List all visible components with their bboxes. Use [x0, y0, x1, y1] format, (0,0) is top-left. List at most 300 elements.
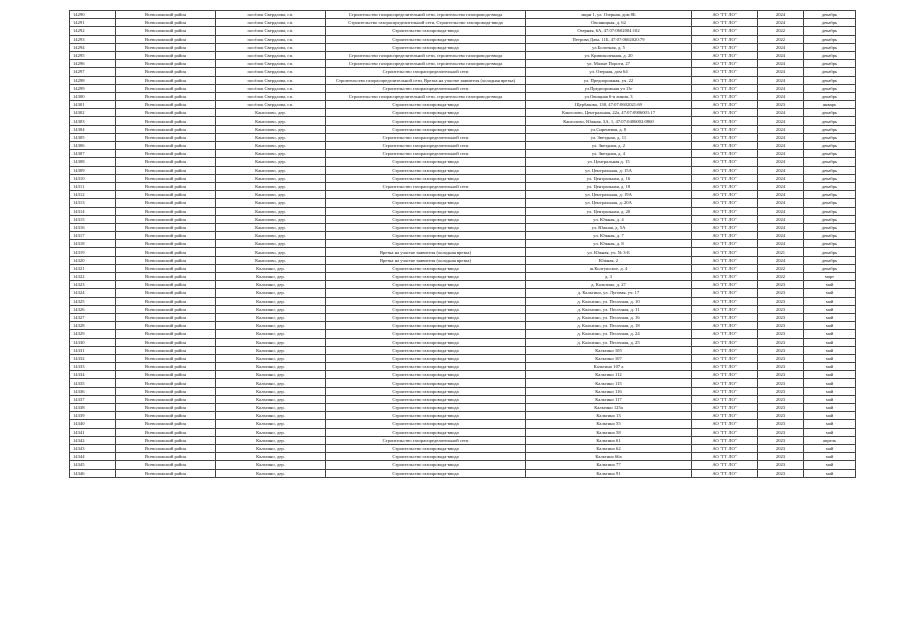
table-row: [70, 142, 856, 150]
month-cell: май: [804, 297, 856, 305]
organization-cell: АО "ГТ ЛО": [692, 313, 758, 321]
year-cell: 2023: [758, 461, 804, 469]
settlement-cell: Кальтино, дер.: [216, 354, 326, 362]
organization-cell: АО "ГТ ЛО": [692, 346, 758, 354]
district-cell: Всеволожский район: [116, 428, 216, 436]
record-number-cell: 14336: [70, 387, 116, 395]
organization-cell: АО "ГТ ЛО": [692, 281, 758, 289]
organization-cell: АО "ГТ ЛО": [692, 125, 758, 133]
year-cell: 2024: [758, 174, 804, 182]
settlement-cell: Кальтино, дер.: [216, 264, 326, 272]
district-cell: Всеволожский район: [116, 346, 216, 354]
year-cell: 2022: [758, 27, 804, 35]
table-row: [70, 68, 856, 76]
table-row: [70, 158, 856, 166]
address-cell: ул.Овощная 6-я линия, 3: [526, 92, 692, 100]
table-row: [70, 387, 856, 395]
organization-cell: АО "ГТ ЛО": [692, 338, 758, 346]
organization-cell: АО "ГТ ЛО": [692, 43, 758, 51]
work-type-cell: Строительство газопровода-ввода: [326, 412, 526, 420]
work-type-cell: Строительство газопровода-ввода: [326, 232, 526, 240]
year-cell: 2023: [758, 338, 804, 346]
address-cell: Кальтино 107: [526, 354, 692, 362]
record-number-cell: 14301: [70, 101, 116, 109]
table-row: [70, 453, 856, 461]
table-row: [70, 420, 856, 428]
organization-cell: АО "ГТ ЛО": [692, 453, 758, 461]
work-type-cell: Строительство газопровода-ввода: [326, 305, 526, 313]
settlement-cell: Кальтино, дер.: [216, 289, 326, 297]
record-number-cell: 14304: [70, 125, 116, 133]
year-cell: 2023: [758, 395, 804, 403]
district-cell: Всеволожский район: [116, 330, 216, 338]
record-number-cell: 14298: [70, 76, 116, 84]
year-cell: 2023: [758, 297, 804, 305]
month-cell: май: [804, 289, 856, 297]
organization-cell: АО "ГТ ЛО": [692, 428, 758, 436]
address-cell: Кальтино 62: [526, 444, 692, 452]
record-number-cell: 14337: [70, 395, 116, 403]
work-type-cell: Строительство газопровода-ввода: [326, 297, 526, 305]
district-cell: Всеволожский район: [116, 395, 216, 403]
month-cell: декабрь: [804, 166, 856, 174]
record-number-cell: 14317: [70, 232, 116, 240]
district-cell: Всеволожский район: [116, 158, 216, 166]
settlement-cell: Канголово, дер.: [216, 199, 326, 207]
organization-cell: АО "ГТ ЛО": [692, 158, 758, 166]
work-type-cell: Строительство газораспределительной сети, строительство газопровода-ввода: [326, 51, 526, 59]
work-type-cell: Строительство газопровода-ввода: [326, 453, 526, 461]
address-cell: Кальтино 117: [526, 395, 692, 403]
work-type-cell: Строительство газопровода-ввода: [326, 289, 526, 297]
work-type-cell: Строительство газопровода-ввода: [326, 330, 526, 338]
month-cell: май: [804, 346, 856, 354]
record-number-cell: 14342: [70, 436, 116, 444]
address-cell: д. Кальтино, ул. Песочная, д. 18: [526, 322, 692, 330]
organization-cell: АО "ГТ ЛО": [692, 240, 758, 248]
district-cell: Всеволожский район: [116, 133, 216, 141]
record-number-cell: 14306: [70, 142, 116, 150]
district-cell: Всеволожский район: [116, 240, 216, 248]
month-cell: май: [804, 371, 856, 379]
record-number-cell: 14331: [70, 346, 116, 354]
district-cell: Всеволожский район: [116, 199, 216, 207]
settlement-cell: Канголово, дер.: [216, 240, 326, 248]
record-number-cell: 14340: [70, 420, 116, 428]
year-cell: 2023: [758, 444, 804, 452]
table-row: [70, 256, 856, 264]
month-cell: декабрь: [804, 223, 856, 231]
address-cell: ул. Центральная, д. 18: [526, 182, 692, 190]
table-row: [70, 92, 856, 100]
organization-cell: АО "ГТ ЛО": [692, 11, 758, 19]
settlement-cell: Канголово, дер.: [216, 133, 326, 141]
district-cell: Всеволожский район: [116, 60, 216, 68]
work-type-cell: Строительство газораспределительной сети: [326, 84, 526, 92]
organization-cell: АО "ГТ ЛО": [692, 182, 758, 190]
year-cell: 2024: [758, 11, 804, 19]
table-row: [70, 363, 856, 371]
year-cell: 2024: [758, 51, 804, 59]
settlement-cell: Кальтино, дер.: [216, 330, 326, 338]
table-row: [70, 19, 856, 27]
work-type-cell: Строительство газораспределительной сети: [326, 182, 526, 190]
work-type-cell: Строительство газопровода-ввода: [326, 174, 526, 182]
month-cell: декабрь: [804, 60, 856, 68]
table-row: [70, 412, 856, 420]
district-cell: Всеволожский район: [116, 273, 216, 281]
year-cell: 2024: [758, 125, 804, 133]
month-cell: декабрь: [804, 133, 856, 141]
year-cell: 2023: [758, 428, 804, 436]
district-cell: Всеволожский район: [116, 461, 216, 469]
address-cell: ул. Предпорожная, уч. 22: [526, 76, 692, 84]
address-cell: ул. Центральная, д. 19А: [526, 191, 692, 199]
table-row: [70, 27, 856, 35]
organization-cell: АО "ГТ ЛО": [692, 27, 758, 35]
district-cell: Всеволожский район: [116, 264, 216, 272]
district-cell: Всеволожский район: [116, 51, 216, 59]
settlement-cell: Канголово, дер.: [216, 150, 326, 158]
organization-cell: АО "ГТ ЛО": [692, 142, 758, 150]
table-row: [70, 273, 856, 281]
year-cell: 2024: [758, 142, 804, 150]
work-type-cell: Строительство газопровода-ввода: [326, 35, 526, 43]
address-cell: Овсяницкая, д. 62: [526, 19, 692, 27]
address-cell: ул. Центральная, д. 15А: [526, 166, 692, 174]
work-type-cell: Строительство газопровода-ввода: [326, 158, 526, 166]
settlement-cell: Канголово, дер.: [216, 232, 326, 240]
year-cell: 2024: [758, 133, 804, 141]
settlement-cell: Канголово, дер.: [216, 109, 326, 117]
address-cell: ул. Озерная, дом 64: [526, 68, 692, 76]
year-cell: 2024: [758, 43, 804, 51]
settlement-cell: Кальтино, дер.: [216, 420, 326, 428]
year-cell: 2024: [758, 223, 804, 231]
address-cell: Озерная, 6А, 47:07:0602004:102: [526, 27, 692, 35]
settlement-cell: Кальтино, дер.: [216, 281, 326, 289]
district-cell: Всеволожский район: [116, 84, 216, 92]
month-cell: май: [804, 420, 856, 428]
address-cell: Петрова Дача, 11Б, 47:07:0602020:79: [526, 35, 692, 43]
table-row: [70, 289, 856, 297]
month-cell: май: [804, 387, 856, 395]
month-cell: апрель: [804, 436, 856, 444]
address-cell: ул. Южная, д. 8: [526, 240, 692, 248]
table-row: [70, 404, 856, 412]
organization-cell: АО "ГТ ЛО": [692, 297, 758, 305]
address-cell: Южная, 2: [526, 256, 692, 264]
month-cell: май: [804, 379, 856, 387]
work-type-cell: Строительство газопровода-ввода: [326, 223, 526, 231]
organization-cell: АО "ГТ ЛО": [692, 436, 758, 444]
table-row: [70, 232, 856, 240]
record-number-cell: 14329: [70, 330, 116, 338]
work-type-cell: Строительство газопровода-ввода: [326, 461, 526, 469]
organization-cell: АО "ГТ ЛО": [692, 322, 758, 330]
district-cell: Всеволожский район: [116, 27, 216, 35]
table-row: [70, 174, 856, 182]
year-cell: 2024: [758, 84, 804, 92]
month-cell: декабрь: [804, 51, 856, 59]
district-cell: Всеволожский район: [116, 322, 216, 330]
organization-cell: АО "ГТ ЛО": [692, 207, 758, 215]
record-number-cell: 14334: [70, 371, 116, 379]
district-cell: Всеволожский район: [116, 289, 216, 297]
data-table: [69, 10, 856, 478]
district-cell: Всеволожский район: [116, 19, 216, 27]
district-cell: Всеволожский район: [116, 43, 216, 51]
month-cell: декабрь: [804, 150, 856, 158]
work-type-cell: Строительство газопровода-ввода: [326, 199, 526, 207]
month-cell: декабрь: [804, 182, 856, 190]
organization-cell: АО "ГТ ЛО": [692, 330, 758, 338]
settlement-cell: Кальтино, дер.: [216, 313, 326, 321]
organization-cell: АО "ГТ ЛО": [692, 264, 758, 272]
year-cell: 2024: [758, 199, 804, 207]
month-cell: май: [804, 338, 856, 346]
month-cell: май: [804, 469, 856, 477]
year-cell: 2024: [758, 240, 804, 248]
work-type-cell: Строительство газопровода-ввода: [326, 109, 526, 117]
table-row: [70, 125, 856, 133]
district-cell: Всеволожский район: [116, 297, 216, 305]
work-type-cell: Врезка на участке заявителя (холодная врезка): [326, 256, 526, 264]
table-row: [70, 207, 856, 215]
district-cell: Всеволожский район: [116, 182, 216, 190]
organization-cell: АО "ГТ ЛО": [692, 223, 758, 231]
table-row: [70, 444, 856, 452]
record-number-cell: 14310: [70, 174, 116, 182]
table-row: [70, 133, 856, 141]
month-cell: декабрь: [804, 232, 856, 240]
settlement-cell: Кальтино, дер.: [216, 273, 326, 281]
organization-cell: АО "ГТ ЛО": [692, 461, 758, 469]
table-row: [70, 182, 856, 190]
table-row: [70, 101, 856, 109]
year-cell: 2023: [758, 354, 804, 362]
address-cell: Кальтино 13: [526, 412, 692, 420]
address-cell: Кальтино 125а: [526, 404, 692, 412]
year-cell: 2022: [758, 264, 804, 272]
year-cell: 2024: [758, 191, 804, 199]
month-cell: май: [804, 395, 856, 403]
address-cell: ул. Звездная, д. 4: [526, 150, 692, 158]
work-type-cell: Врезка на участке заявителя (холодная врезка): [326, 248, 526, 256]
work-type-cell: Строительство газораспределительной сети, строительство газопровода-ввода: [326, 92, 526, 100]
year-cell: 2024: [758, 182, 804, 190]
record-number-cell: 14294: [70, 43, 116, 51]
address-cell: д. Кальтино, д. 27: [526, 281, 692, 289]
address-cell: Кальтино 116: [526, 387, 692, 395]
table-row: [70, 469, 856, 477]
table-row: [70, 354, 856, 362]
address-cell: Канголово, Центральная, 22а, 47:07:0906001:17: [526, 109, 692, 117]
district-cell: Всеволожский район: [116, 363, 216, 371]
work-type-cell: Строительство газораспределительной сети, строительство газопровода-ввода: [326, 60, 526, 68]
settlement-cell: посёлок Свердлова, г.п.: [216, 19, 326, 27]
address-cell: мкрн 1, ул. Озерная, дом 8Б: [526, 11, 692, 19]
organization-cell: АО "ГТ ЛО": [692, 444, 758, 452]
district-cell: Всеволожский район: [116, 109, 216, 117]
organization-cell: АО "ГТ ЛО": [692, 305, 758, 313]
district-cell: Всеволожский район: [116, 117, 216, 125]
address-cell: ул.Болотная, д. 5: [526, 43, 692, 51]
organization-cell: АО "ГТ ЛО": [692, 51, 758, 59]
district-cell: Всеволожский район: [116, 101, 216, 109]
address-cell: ул.Сиреневая, д. 8: [526, 125, 692, 133]
organization-cell: АО "ГТ ЛО": [692, 379, 758, 387]
address-cell: д. Кальтино, ул. Песочная, д. 25: [526, 338, 692, 346]
record-number-cell: 14324: [70, 289, 116, 297]
year-cell: 2023: [758, 313, 804, 321]
work-type-cell: Строительство газопровода-ввода: [326, 469, 526, 477]
record-number-cell: 14325: [70, 297, 116, 305]
district-cell: Всеволожский район: [116, 453, 216, 461]
district-cell: Всеволожский район: [116, 387, 216, 395]
settlement-cell: Кальтино, дер.: [216, 371, 326, 379]
month-cell: январь: [804, 101, 856, 109]
organization-cell: АО "ГТ ЛО": [692, 363, 758, 371]
record-number-cell: 14327: [70, 313, 116, 321]
table-row: [70, 461, 856, 469]
work-type-cell: Строительство газораспределительной сети: [326, 133, 526, 141]
record-number-cell: 14291: [70, 19, 116, 27]
settlement-cell: Кальтино, дер.: [216, 404, 326, 412]
organization-cell: АО "ГТ ЛО": [692, 469, 758, 477]
month-cell: декабрь: [804, 199, 856, 207]
record-number-cell: 14305: [70, 133, 116, 141]
year-cell: 2023: [758, 404, 804, 412]
address-cell: ул. Южная, д. 4: [526, 215, 692, 223]
year-cell: 2023: [758, 436, 804, 444]
work-type-cell: Строительство газопровода-ввода: [326, 444, 526, 452]
month-cell: декабрь: [804, 43, 856, 51]
organization-cell: АО "ГТ ЛО": [692, 248, 758, 256]
address-cell: Канголово, Южная, 3А, 1, 47:07:0406002:0860: [526, 117, 692, 125]
district-cell: Всеволожский район: [116, 92, 216, 100]
address-cell: Кальтино 91: [526, 469, 692, 477]
month-cell: май: [804, 281, 856, 289]
settlement-cell: Кальтино, дер.: [216, 305, 326, 313]
district-cell: Всеволожский район: [116, 232, 216, 240]
table-row: [70, 117, 856, 125]
table-row: [70, 264, 856, 272]
year-cell: 2023: [758, 363, 804, 371]
district-cell: Всеволожский район: [116, 174, 216, 182]
year-cell: 2024: [758, 215, 804, 223]
year-cell: 2024: [758, 109, 804, 117]
month-cell: декабрь: [804, 117, 856, 125]
table-row: [70, 371, 856, 379]
work-type-cell: Строительство газопровода-ввода: [326, 387, 526, 395]
month-cell: декабрь: [804, 142, 856, 150]
work-type-cell: Строительство газопровода-ввода: [326, 346, 526, 354]
table-row: [70, 330, 856, 338]
settlement-cell: Канголово, дер.: [216, 215, 326, 223]
address-cell: ул.Предпорожная уч 13г: [526, 84, 692, 92]
work-type-cell: Строительство газопровода-ввода: [326, 395, 526, 403]
month-cell: декабрь: [804, 125, 856, 133]
year-cell: 2023: [758, 289, 804, 297]
work-type-cell: Строительство газопровода-ввода: [326, 215, 526, 223]
settlement-cell: посёлок Свердлова, г.п.: [216, 92, 326, 100]
record-number-cell: 14335: [70, 379, 116, 387]
address-cell: Кальтино 105: [526, 346, 692, 354]
table-row: [70, 379, 856, 387]
record-number-cell: 14330: [70, 338, 116, 346]
month-cell: май: [804, 313, 856, 321]
work-type-cell: Строительство газопровода-ввода: [326, 240, 526, 248]
address-cell: ул. Звездная, д. 11: [526, 133, 692, 141]
address-cell: д. Кальтино, ул. Песочная, д. 10: [526, 297, 692, 305]
table-row: [70, 215, 856, 223]
work-type-cell: Строительство газопровода-ввода: [326, 371, 526, 379]
organization-cell: АО "ГТ ЛО": [692, 404, 758, 412]
record-number-cell: 14303: [70, 117, 116, 125]
table-row: [70, 191, 856, 199]
table-row: [70, 60, 856, 68]
table-row: [70, 199, 856, 207]
settlement-cell: Кальтино, дер.: [216, 412, 326, 420]
month-cell: май: [804, 354, 856, 362]
month-cell: март: [804, 273, 856, 281]
district-cell: Всеволожский район: [116, 166, 216, 174]
record-number-cell: 14318: [70, 240, 116, 248]
work-type-cell: Строительство газопровода-ввода: [326, 354, 526, 362]
settlement-cell: Канголово, дер.: [216, 191, 326, 199]
work-type-cell: Строительство газопровода-ввода: [326, 404, 526, 412]
address-cell: Кальтино 58: [526, 428, 692, 436]
month-cell: май: [804, 453, 856, 461]
settlement-cell: Кальтино, дер.: [216, 363, 326, 371]
month-cell: май: [804, 461, 856, 469]
month-cell: декабрь: [804, 240, 856, 248]
district-cell: Всеволожский район: [116, 191, 216, 199]
settlement-cell: Канголово, дер.: [216, 182, 326, 190]
record-number-cell: 14308: [70, 158, 116, 166]
settlement-cell: Кальтино, дер.: [216, 387, 326, 395]
year-cell: 2024: [758, 117, 804, 125]
address-cell: д. Кальтино, ул. Песочная, д. 16: [526, 313, 692, 321]
district-cell: Всеволожский район: [116, 256, 216, 264]
month-cell: декабрь: [804, 264, 856, 272]
work-type-cell: Строительство газопровода-ввода: [326, 322, 526, 330]
year-cell: 2024: [758, 76, 804, 84]
settlement-cell: Канголово, дер.: [216, 248, 326, 256]
organization-cell: АО "ГТ ЛО": [692, 191, 758, 199]
table-row: [70, 35, 856, 43]
work-type-cell: Строительство газораспределительной сети: [326, 68, 526, 76]
month-cell: декабрь: [804, 11, 856, 19]
year-cell: 2023: [758, 281, 804, 289]
address-cell: ул. Центральная, д. 20: [526, 207, 692, 215]
year-cell: 2024: [758, 19, 804, 27]
table-row: [70, 346, 856, 354]
year-cell: 2023: [758, 453, 804, 461]
settlement-cell: Кальтино, дер.: [216, 346, 326, 354]
settlement-cell: Кальтино, дер.: [216, 428, 326, 436]
record-number-cell: 14322: [70, 273, 116, 281]
organization-cell: АО "ГТ ЛО": [692, 256, 758, 264]
record-number-cell: 14293: [70, 35, 116, 43]
record-number-cell: 14320: [70, 256, 116, 264]
table-body: [70, 11, 856, 478]
record-number-cell: 14309: [70, 166, 116, 174]
address-cell: ул. Кривоколенная, д. 20: [526, 51, 692, 59]
organization-cell: АО "ГТ ЛО": [692, 35, 758, 43]
month-cell: декабрь: [804, 92, 856, 100]
